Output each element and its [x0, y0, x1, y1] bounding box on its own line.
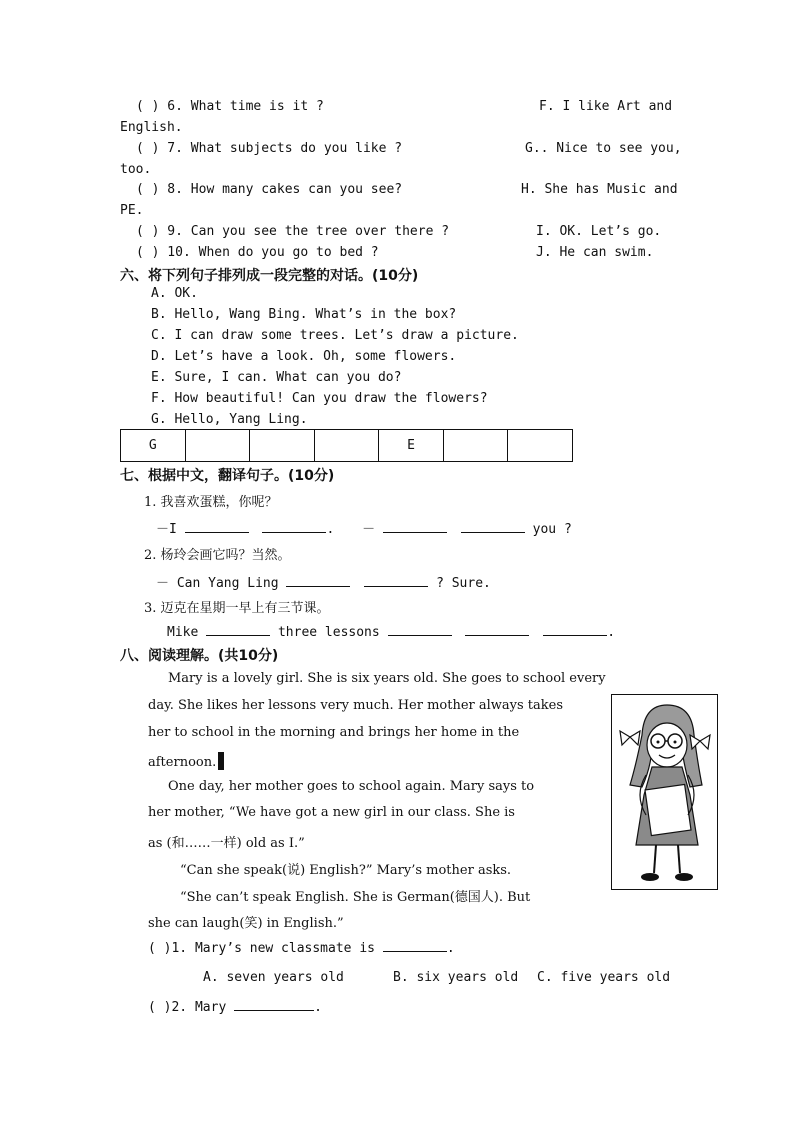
reading-p3: “Can she speak(说) English?” Mary’s mother asks.	[180, 863, 512, 878]
section7-q3-chinese: 3. 迈克在星期一早上有三节课。	[144, 601, 330, 616]
answer-blank[interactable]	[388, 634, 452, 636]
matching-option-i: I. OK. Let’s go.	[536, 224, 662, 239]
answer-blank[interactable]	[185, 531, 249, 533]
reading-q2-end: .	[314, 1000, 322, 1015]
reading-q2	[148, 1000, 322, 1015]
answer-blank[interactable]	[543, 634, 607, 636]
girl-drawing-icon	[612, 695, 717, 889]
reading-p1-line4	[148, 752, 224, 770]
q2-prefix: － Can Yang Ling	[156, 576, 279, 591]
q1-period: .	[326, 522, 335, 537]
q1-suffix: you ?	[532, 522, 572, 537]
reading-q1-option-a: A. seven years old	[203, 970, 344, 985]
q3-middle: three lessons	[277, 625, 380, 640]
section7-q1-line	[156, 518, 572, 537]
q2-suffix: ? Sure.	[436, 576, 491, 591]
section6-option-a: A. OK.	[151, 286, 198, 301]
q3-period: .	[607, 625, 616, 640]
girl-illustration	[611, 694, 718, 890]
reading-p1-line1: Mary is a lovely girl. She is six years old. She goes to school every	[168, 671, 606, 686]
reading-p2-line1: One day, her mother goes to school again. Mary says to	[168, 779, 535, 794]
q1-prefix: －I	[156, 522, 177, 537]
answer-blank[interactable]	[234, 1009, 314, 1011]
section6-title: 六、将下列句子排列成一段完整的对话。(10分)	[120, 268, 419, 284]
reading-p4-line1: “She can’t speak English. She is German(德国人). But	[180, 890, 531, 905]
q3-prefix: Mike	[167, 625, 199, 640]
matching-q8: ( ) 8. How many cakes can you see?	[136, 182, 403, 197]
answer-cell[interactable]	[250, 430, 315, 462]
reading-q1-option-c: C. five years old	[537, 970, 671, 985]
reading-p4-line2: she can laugh(笑) in English.”	[148, 916, 344, 931]
reading-q2-text: ( )2. Mary	[148, 1000, 227, 1015]
reading-p1-line3: her to school in the morning and brings her home in the	[148, 725, 520, 740]
matching-option-j: J. He can swim.	[536, 245, 654, 260]
section7-q1-chinese: 1. 我喜欢蛋糕，你呢？	[144, 495, 278, 510]
matching-option-g-cont: too.	[120, 162, 152, 177]
section6-option-d: D. Let’s have a look. Oh, some flowers.	[151, 349, 457, 364]
answer-cell[interactable]: E	[379, 430, 444, 462]
section6-option-f: F. How beautiful! Can you draw the flowers?	[151, 391, 488, 406]
reading-q1-end: .	[446, 941, 455, 956]
answer-blank[interactable]	[465, 634, 529, 636]
answer-cell[interactable]	[185, 430, 250, 462]
section8-title: 八、阅读理解。(共10分)	[120, 648, 279, 664]
answer-cell[interactable]: G	[121, 430, 186, 462]
reading-q1-text: ( )1. Mary’s new classmate is	[148, 941, 375, 956]
answer-blank[interactable]	[383, 950, 447, 952]
section6-answer-table	[120, 429, 573, 462]
answer-cell[interactable]	[508, 430, 573, 462]
q1-dash: －	[362, 522, 376, 537]
answer-blank[interactable]	[262, 531, 326, 533]
answer-blank[interactable]	[364, 585, 428, 587]
reading-q1	[148, 941, 455, 956]
matching-q10: ( ) 10. When do you go to bed ?	[136, 245, 379, 260]
matching-option-h: H. She has Music and	[521, 182, 678, 197]
section7-q2-line	[156, 572, 491, 591]
matching-option-g: G.. Nice to see you,	[525, 141, 682, 156]
answer-blank[interactable]	[383, 531, 447, 533]
reading-p1-line2: day. She likes her lessons very much. Her mother always takes	[148, 698, 564, 713]
matching-option-f-cont: English.	[120, 120, 183, 135]
matching-q6: ( ) 6. What time is it ?	[136, 99, 324, 114]
section7-q2-chinese: 2. 杨玲会画它吗？当然。	[144, 548, 291, 563]
answer-blank[interactable]	[286, 585, 350, 587]
matching-option-f: F. I like Art and	[539, 99, 673, 114]
answer-blank[interactable]	[206, 634, 270, 636]
section6-option-c: C. I can draw some trees. Let’s draw a picture.	[151, 328, 519, 343]
text-cursor-mark	[218, 752, 224, 770]
section6-option-e: E. Sure, I can. What can you do?	[151, 370, 402, 385]
answer-cell[interactable]	[443, 430, 508, 462]
reading-p1-line4-text: afternoon.	[148, 755, 217, 770]
matching-q9: ( ) 9. Can you see the tree over there ?	[136, 224, 450, 239]
section6-option-g: G. Hello, Yang Ling.	[151, 412, 308, 427]
reading-p2-line2: her mother, “We have got a new girl in our class. She is	[148, 805, 515, 820]
reading-q1-option-b: B. six years old	[393, 970, 519, 985]
reading-p2-line3: as (和……一样) old as I.”	[148, 836, 305, 851]
matching-q7: ( ) 7. What subjects do you like ?	[136, 141, 403, 156]
answer-cell[interactable]	[314, 430, 379, 462]
section7-title: 七、根据中文，翻译句子。(10分)	[120, 468, 335, 484]
section7-q3-line	[167, 625, 615, 640]
answer-blank[interactable]	[461, 531, 525, 533]
section6-option-b: B. Hello, Wang Bing. What’s in the box?	[151, 307, 457, 322]
matching-option-h-cont: PE.	[120, 203, 144, 218]
